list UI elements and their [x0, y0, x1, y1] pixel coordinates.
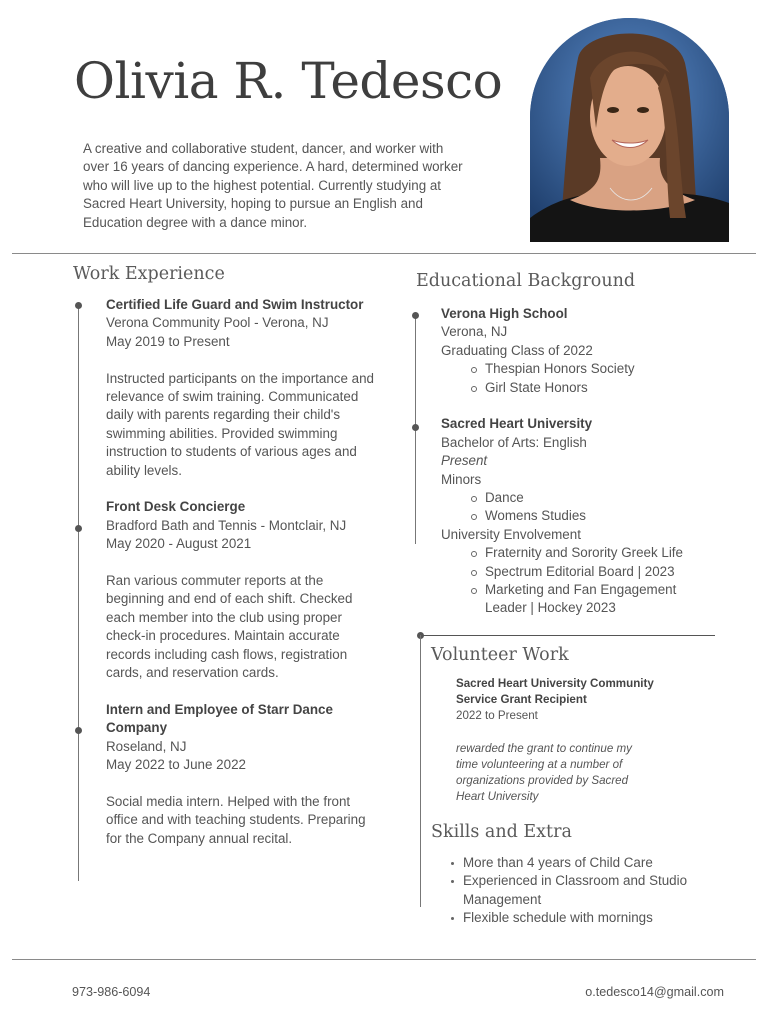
job-entry [106, 701, 378, 848]
job-entry [106, 498, 378, 682]
summary-text: A creative and collaborative student, dancer, and worker with over 16 years of dancing experience. A hard, determined worker who will live up to the highest potential. Currently studying at Sacred Heart University, hoping to pursue an English and Education degree with a dance minor. [83, 141, 463, 230]
school-location: Verona, NJ [441, 324, 508, 340]
job-title: Certified Life Guard and Swim Instructor [106, 297, 364, 312]
job-description: Social media intern. Helped with the front office and with teaching students. Preparing for the Company annual recital. [106, 793, 366, 846]
job-description: Instructed participants on the importance and relevance of swim training. Communicated daily with parents regarding their child's swimming abilities. Provided swimming instruction to students of various ages and ability levels. [106, 370, 374, 478]
timeline-dot [75, 302, 82, 309]
minors-list [441, 489, 741, 526]
job-place: Bradford Bath and Tennis - Montclair, NJ [106, 517, 347, 533]
list-item: Thespian Honors Society [485, 360, 741, 378]
job-title: Intern and Employee of Starr Dance Company [106, 701, 333, 736]
education-heading: Educational Background [416, 271, 636, 291]
list-item: Fraternity and Sorority Greek Life [485, 544, 741, 562]
school-status: Present [441, 453, 488, 469]
minors-label: Minors [441, 471, 482, 487]
timeline-dot [412, 312, 419, 319]
list-item: More than 4 years of Child Care [463, 854, 733, 872]
volunteer-divider [421, 635, 715, 636]
school-class: Graduating Class of 2022 [441, 342, 593, 358]
resume-name: Olivia R. Tedesco [74, 52, 503, 110]
header-divider [12, 253, 756, 254]
involvement-label: University Envolvement [441, 526, 581, 542]
volunteer-entry [456, 676, 686, 806]
list-item: Experienced in Classroom and Studio Management [463, 872, 733, 909]
list-item: Girl State Honors [485, 379, 741, 397]
volunteer-side-line [420, 635, 421, 907]
volunteer-role: Sacred Heart University Community Service Grant Recipient [456, 677, 654, 707]
list-item: Marketing and Fan Engagement Leader | Hockey 2023 [485, 581, 700, 618]
skills-heading: Skills and Extra [431, 822, 572, 842]
job-description: Ran various commuter reports at the beginning and end of each shift. Checked each member into the club using proper check-in procedures. Maintain accurate records including cash flows, registration cards, and reservation cards. [106, 573, 353, 681]
job-entry [106, 296, 378, 480]
email-address[interactable]: o.tedesco14@gmail.com [585, 985, 724, 999]
school-name: Sacred Heart University [441, 416, 593, 432]
work-timeline-line [78, 304, 79, 881]
school-degree: Bachelor of Arts: English [441, 434, 587, 450]
volunteer-description: rewarded the grant to continue my time volunteering at a number of organizations provided by Sacred Heart University [456, 741, 632, 804]
job-dates: May 2019 to Present [106, 333, 230, 349]
timeline-dot [75, 525, 82, 532]
job-title: Front Desk Concierge [106, 499, 246, 515]
list-item: Spectrum Editorial Board | 2023 [485, 563, 741, 581]
job-dates: May 2022 to June 2022 [106, 757, 246, 773]
profile-photo [530, 18, 729, 242]
list-item: Dance [485, 489, 741, 507]
education-list [441, 305, 741, 618]
timeline-dot [412, 424, 419, 431]
job-dates: May 2020 - August 2021 [106, 536, 252, 552]
phone-number: 973-986-6094 [72, 985, 151, 999]
volunteer-dates: 2022 to Present [456, 709, 538, 723]
involvement-list [441, 544, 741, 618]
timeline-dot [75, 727, 82, 734]
work-list [106, 296, 378, 848]
footer-divider [12, 959, 756, 960]
portrait-illustration [530, 18, 729, 242]
school-entry [441, 415, 741, 617]
list-item: Flexible schedule with mornings [463, 909, 733, 927]
volunteer-heading: Volunteer Work [431, 645, 569, 665]
honors-list [441, 360, 741, 397]
skills-list [431, 854, 733, 928]
school-name: Verona High School [441, 306, 568, 321]
list-item: Womens Studies [485, 507, 741, 525]
job-place: Roseland, NJ [106, 738, 187, 754]
work-experience-heading: Work Experience [73, 264, 225, 284]
school-entry [441, 305, 741, 397]
job-place: Verona Community Pool - Verona, NJ [106, 315, 329, 331]
